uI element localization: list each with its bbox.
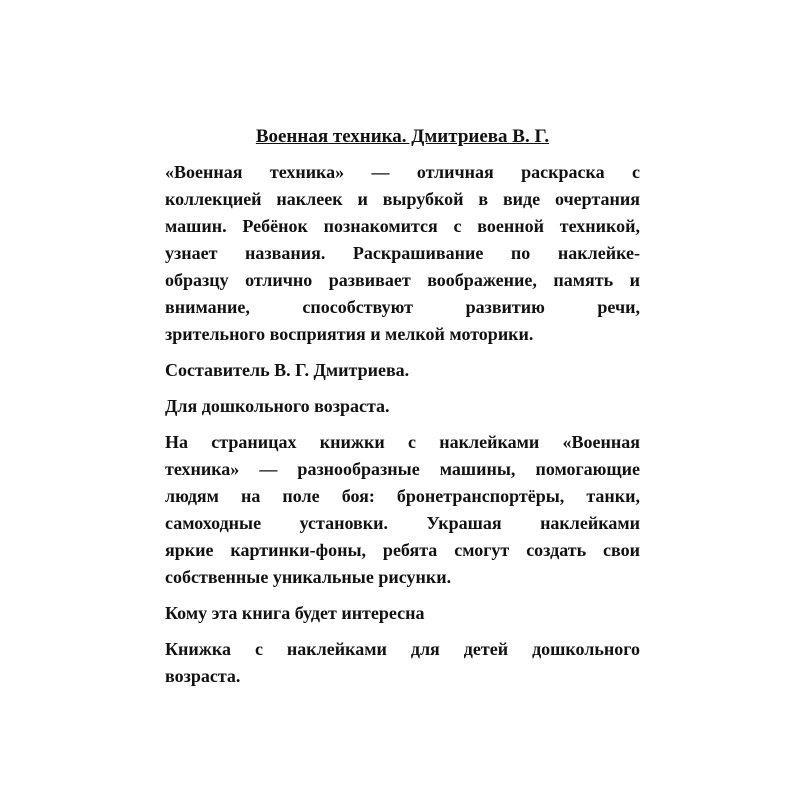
- audience-paragraph: [165, 636, 640, 690]
- text-line: На страницах книжки с наклейками «Военная: [165, 432, 640, 452]
- text-line: техника» — разнообразные машины, помогающие: [165, 459, 640, 479]
- text-line: образцу отлично развивает воображение, память и: [165, 270, 640, 290]
- text-line: Составитель В. Г. Дмитриева.: [165, 360, 410, 380]
- text-line: Для дошкольного возраста.: [165, 396, 390, 416]
- text-line: возраста.: [165, 666, 241, 686]
- compiler-paragraph: [165, 357, 640, 384]
- text-line: самоходные установки. Украшая наклейками: [165, 513, 640, 533]
- text-line: людям на поле боя: бронетранспортёры, танки,: [165, 486, 640, 506]
- age-paragraph: [165, 393, 640, 420]
- document-body: [165, 159, 640, 690]
- text-line: Книжка с наклейками для детей дошкольного: [165, 639, 640, 659]
- text-line: машин. Ребёнок познакомится с военной техникой,: [165, 216, 640, 236]
- text-line: коллекцией наклеек и вырубкой в виде очертания: [165, 189, 640, 209]
- text-line: собственные уникальные рисунки.: [165, 567, 452, 587]
- text-line: зрительного восприятия и мелкой моторики.: [165, 324, 534, 344]
- content-paragraph: [165, 429, 640, 591]
- text-line: внимание, способствуют развитию речи,: [165, 297, 640, 317]
- text-line: «Военная техника» — отличная раскраска с: [165, 162, 640, 182]
- audience-heading: [165, 600, 640, 627]
- document-title: Военная техника. Дмитриева В. Г.: [255, 126, 550, 147]
- text-line: яркие картинки-фоны, ребята смогут создать свои: [165, 540, 640, 560]
- text-line: узнает названия. Раскрашивание по наклейке-: [165, 243, 640, 263]
- description-paragraph: [165, 159, 640, 348]
- document: [165, 124, 640, 699]
- text-line: Кому эта книга будет интересна: [165, 603, 425, 623]
